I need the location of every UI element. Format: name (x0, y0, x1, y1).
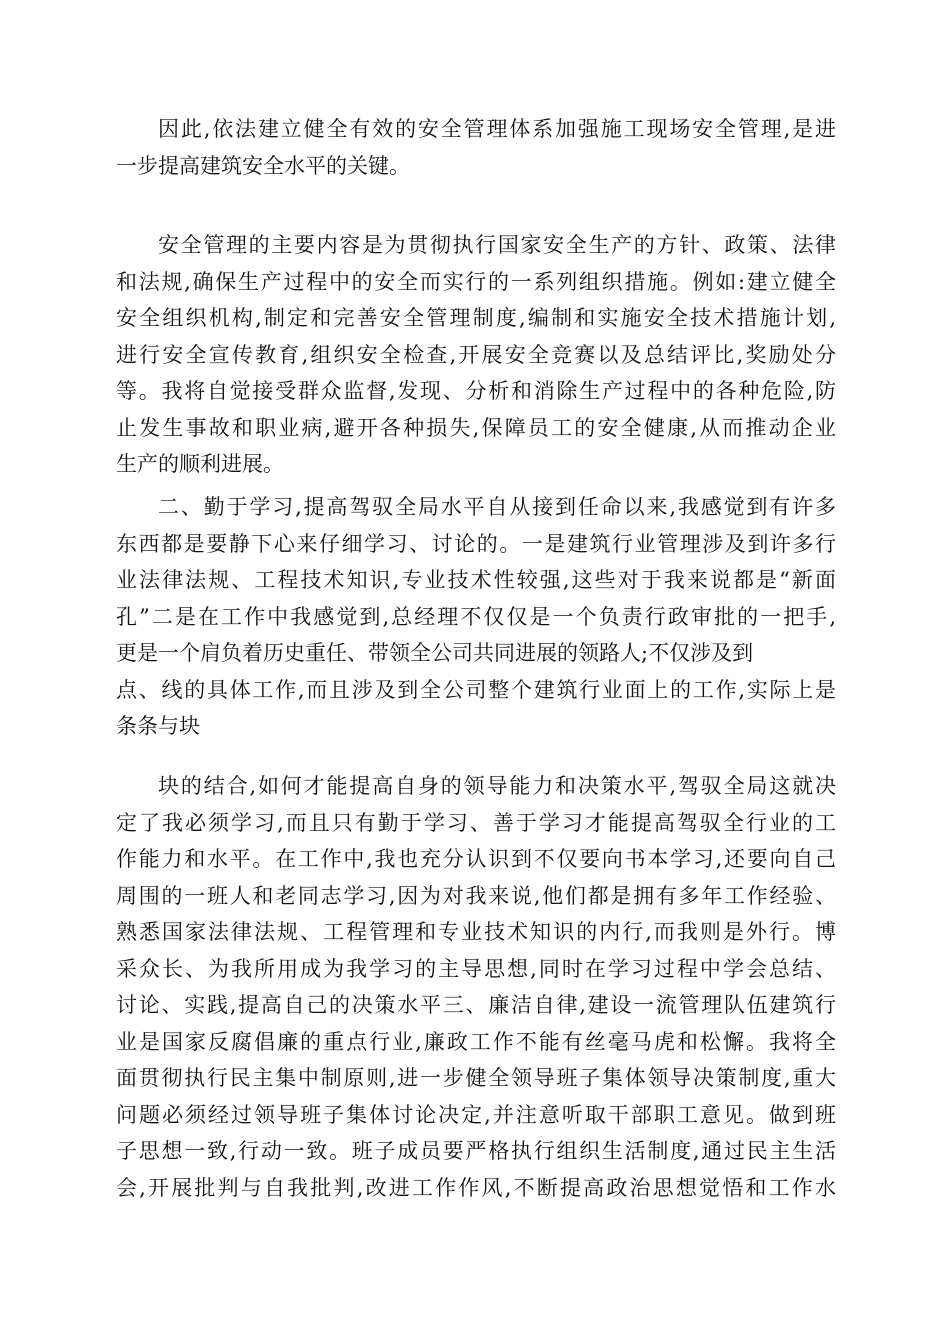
text-line: 点、线的具体工作,而且涉及到全公司整个建筑行业面上的工作,实际上是 (116, 677, 836, 702)
text-line: 周围的一班人和老同志学习,因为对我来说,他们都是拥有多年工作经验、 (116, 883, 836, 908)
text-line: 等。我将自觉接受群众监督,发现、分析和消除生产过程中的各种危险,防 (116, 379, 836, 403)
text-line: 进行安全宣传教育,组织安全检查,开展安全竞赛以及总结评比,奖励处分 (116, 342, 836, 367)
text-line: 安全组织机构,制定和完善安全管理制度,编制和实施安全技术措施计划, (116, 306, 836, 330)
text-line: 因此,依法建立健全有效的安全管理体系加强施工现场安全管理,是进 (158, 117, 836, 141)
paragraph-3 (116, 489, 836, 745)
text-line: 一步提高建筑安全水平的关键。 (116, 153, 410, 178)
text-line: 条条与块 (116, 714, 200, 738)
text-line: 会,开展批判与自我批判,改进工作作风,不断提高政治思想觉悟和工作水 (116, 1175, 836, 1200)
text-line: 子思想一致,行动一致。班子成员要严格执行组织生活制度,通过民主生活 (116, 1139, 836, 1163)
paragraph-1 (116, 111, 836, 184)
text-line: 讨论、实践,提高自己的决策水平三、廉洁自律,建设一流管理队伍建筑行 (116, 993, 836, 1017)
paragraph-2 (116, 227, 836, 483)
text-line: 问题必须经过领导班子集体讨论决定,并注意听取干部职工意见。做到班 (116, 1102, 836, 1127)
text-line: 熟悉国家法律法规、工程管理和专业技术知识的内行,而我则是外行。博 (116, 920, 836, 944)
text-line: 止发生事故和职业病,避开各种损失,保障员工的安全健康,从而推动企业 (116, 415, 836, 440)
text-line: 块的结合,如何才能提高自身的领导能力和决策水平,驾驭全局这就决 (158, 774, 836, 798)
text-line: 面贯彻执行民主集中制原则,进一步健全领导班子集体领导决策制度,重大 (116, 1066, 836, 1090)
text-line: 更是一个肩负着历史重任、带领全公司共同进展的领路人;不仅涉及到 (116, 641, 754, 665)
text-line: 孔”二是在工作中我感觉到,总经理不仅仅是一个负责行政审批的一把手, (116, 604, 836, 629)
text-line: 业是国家反腐倡廉的重点行业,廉政工作不能有丝毫马虎和松懈。我将全 (116, 1029, 836, 1054)
text-line: 定了我必须学习,而且只有勤于学习、善于学习才能提高驾驭全行业的工 (116, 810, 836, 835)
text-line: 采众长、为我所用成为我学习的主导思想,同时在学习过程中学会总结、 (116, 956, 836, 981)
text-line: 二、勤于学习,提高驾驭全局水平自从接到任命以来,我感觉到有许多 (158, 495, 836, 519)
paragraph-4 (116, 768, 836, 1206)
text-line: 和法规,确保生产过程中的安全而实行的一系列组织措施。例如:建立健全 (116, 269, 836, 294)
text-line: 作能力和水平。在工作中,我也充分认识到不仅要向书本学习,还要向自己 (116, 847, 836, 871)
text-line: 安全管理的主要内容是为贯彻执行国家安全生产的方针、政策、法律 (158, 233, 836, 257)
text-line: 业法律法规、工程技术知识,专业技术性较强,这些对于我来说都是“新面 (116, 568, 836, 592)
text-line: 东西都是要静下心来仔细学习、讨论的。一是建筑行业管理涉及到许多行 (116, 531, 836, 556)
text-line: 生产的顺利进展。 (116, 452, 284, 476)
